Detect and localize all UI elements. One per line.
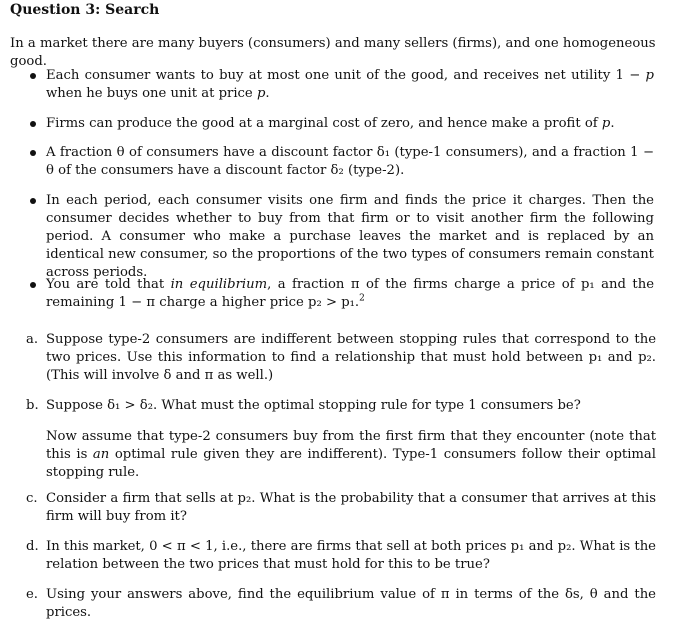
part-item xyxy=(26,331,656,397)
part-label: c. xyxy=(26,491,38,506)
math-var: p xyxy=(601,116,611,131)
question-parts xyxy=(26,331,656,620)
part-text: Now assume that type-2 consumers buy from the first firm that they encounter (note that this is xyxy=(46,429,656,462)
part-note xyxy=(26,428,656,490)
part-text: Consider a firm that sells at p₂. What is the probability that a consumer that arrives at this firm will buy from it? xyxy=(46,491,656,524)
math-var: p xyxy=(256,86,266,101)
bullet-text: when he buys one unit at price xyxy=(46,86,257,101)
footnote-marker[interactable]: 2 xyxy=(359,293,365,304)
bullet-text: . xyxy=(265,86,270,101)
bullet-text: Firms can produce the good at a marginal cost of zero, and hence make a profit of xyxy=(46,116,602,131)
part-item xyxy=(26,397,656,428)
part-item xyxy=(26,586,656,620)
question-title: Question 3: Search xyxy=(10,2,160,18)
part-label: a. xyxy=(26,332,39,347)
bullet-text: A fraction θ of consumers have a discount factor δ₁ (type-1 consumers), and a fraction 1 − θ of the consumers have a discount factor δ₂ (type-2). xyxy=(46,145,654,178)
part-text: Suppose type-2 consumers are indifferent between stopping rules that correspond to the two prices. Use this information to find a relationship that must hold between p₁ and p₂. (This will involve δ and π as well.) xyxy=(46,332,656,383)
list-item xyxy=(30,115,654,144)
part-text: optimal rule given they are indifferent). Type-1 consumers follow their optimal stopping rule. xyxy=(46,447,656,480)
emphasis-text: an xyxy=(92,447,110,462)
emphasis-text: in equilibrium xyxy=(170,277,268,292)
bullet-text: You are told that xyxy=(46,277,171,292)
part-text: Using your answers above, find the equilibrium value of π in terms of the δs, θ and the prices. xyxy=(46,587,656,620)
list-item xyxy=(30,67,654,115)
part-label: d. xyxy=(26,539,39,554)
list-item xyxy=(30,276,654,324)
bullet-text: In each period, each consumer visits one firm and finds the price it charges. Then the consumer decides whether to buy from that firm or to visit another firm the following period. A consumer who make a purchase leaves the market and is replaced by an identical new consumer, so the proportions of the two types of consumers remain constant across periods. xyxy=(46,193,654,280)
part-text: In this market, 0 < π < 1, i.e., there are firms that sell at both prices p₁ and p₂. What is the relation between the two prices that must hold for this to be true? xyxy=(46,539,656,572)
math-var: p xyxy=(645,68,654,83)
part-text: Suppose δ₁ > δ₂. What must the optimal stopping rule for type 1 consumers be? xyxy=(46,398,581,413)
assumption-list xyxy=(30,67,654,324)
part-label: b. xyxy=(26,398,39,413)
list-item xyxy=(30,144,654,192)
part-item xyxy=(26,538,656,586)
list-item xyxy=(30,192,654,280)
part-item xyxy=(26,490,656,538)
bullet-text: Each consumer wants to buy at most one unit of the good, and receives net utility 1 − xyxy=(46,68,646,83)
part-label: e. xyxy=(26,587,38,602)
intro-paragraph: In a market there are many buyers (consumers) and many sellers (firms), and one homogeneous good. xyxy=(10,36,656,69)
bullet-text: , a fraction π of the firms charge a price of p₁ and the remaining 1 − π charge a higher price p₂ > p₁. xyxy=(46,277,654,310)
bullet-text: . xyxy=(610,116,615,131)
